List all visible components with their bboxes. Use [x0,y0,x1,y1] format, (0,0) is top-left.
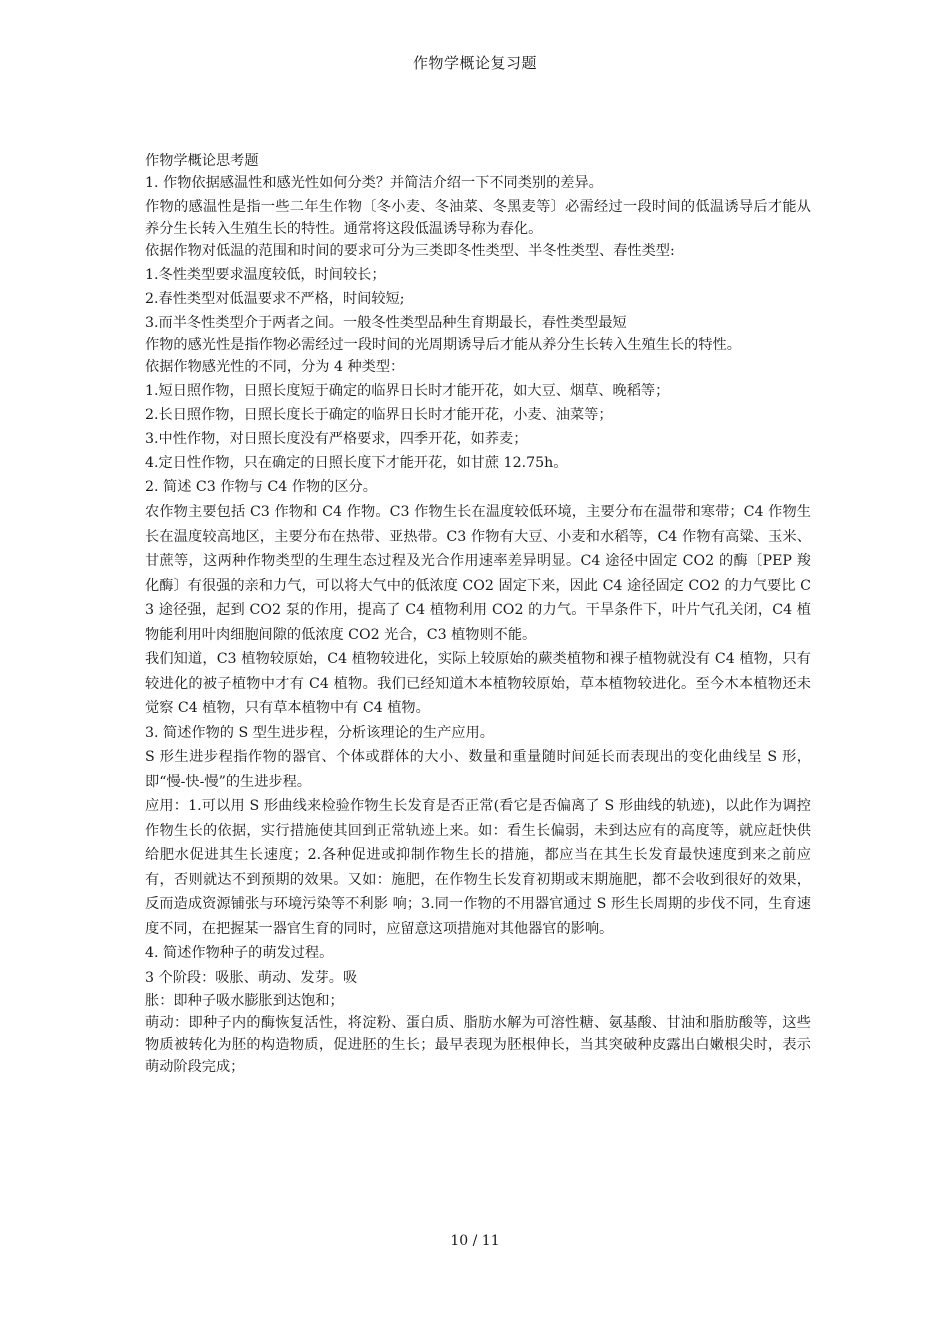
question-1: 1. 作物依据感温性和感光性如何分类？并简洁介绍一下不同类别的差异。 [145,175,603,191]
question-3: 3. 简述作物的 S 型生进步程，分析该理论的生产应用。 [145,724,494,741]
list-item: 3.而半冬性类型介于两者之间。一般冬性类型品种生育期最长，春性类型最短 [145,315,627,331]
page-title: 作物学概论复习题 [412,54,537,72]
list-item: 2.春性类型对低温要求不严格，时间较短; [145,291,405,307]
paragraph: 胀：即种子吸水膨胀到达饱和； [145,993,344,1009]
list-item: 2.长日照作物，日照长度长于确定的临界日长时才能开花，小麦、油菜等； [145,407,613,423]
paragraph: 萌动：即种子内的酶恢复活性，将淀粉、蛋白质、脂肪水解为可溶性糖、氨基酸、甘油和脂肪酸等，这些物质被转化为胚的构造物质，促进胚的生长；最早表现为胚根伸长，当其突破种皮露出白嫩根尖时，表示萌动阶段完成； [145,1015,811,1075]
question-4: 4. 简述作物种子的萌发过程。 [145,945,334,961]
section-title: 作物学概论思考题 [145,153,259,169]
paragraph: 作物的感光性是指作物必需经过一段时间的光周期诱导后才能从养分生长转入生殖生长的特性。 [145,337,741,353]
list-item: 1.冬性类型要求温度较低，时间较长； [145,267,386,283]
page-number: 10 / 11 [450,1233,500,1249]
paragraph: 作物的感温性是指一些二年生作物〔冬小麦、冬油菜、冬黑麦等〕必需经过一段时间的低温诱导后才能从养分生长转入生殖生长的特性。通常将这段低温诱导称为春化。 [145,199,811,237]
paragraph: 我们知道，C3 植物较原始，C4 植物较进化，实际上较原始的蕨类植物和裸子植物就没有 C4 植物，只有较进化的被子植物中才有 C4 植物。我们已经知道木本植物较原始，草本植物较进化。至今木本植物还未觉察 C4 植物，只有草本植物中有 C4 植物。 [145,651,811,716]
document-body [145,150,811,1078]
paragraph: 应用：1.可以用 S 形曲线来检验作物生长发育是否正常(看它是否偏离了 S 形曲线的轨迹)，以此作为调控作物生长的依据，实行措施使其回到正常轨迹上来。如：看生长偏弱，未到达应有的高度等，就应赶快供给肥水促进其生长速度；2.各种促进或抑制作物生长的措施，都应当在其生长发育最快速度到来之前应有，否则就达不到预期的效果。又如：施肥，在作物生长发育初期或末期施肥，都不会收到很好的效果，反而造成资源铺张与环境污染等不利影 响；3.同一作物的不用器官通过 S 形生长周期的步伐不同，生育速度不同，在把握某一器官生育的同时，应留意这项措施对其他器官的影响。 [145,798,811,937]
list-item: 1.短日照作物，日照长度短于确定的临界日长时才能开花，如大豆、烟草、晚稻等； [145,383,670,399]
question-2: 2. 简述 C3 作物与 C4 作物的区分。 [145,479,377,495]
paragraph: 3 个阶段：吸胀、萌动、发芽。吸 [145,969,358,986]
paragraph: 依据作物对低温的范围和时间的要求可分为三类即冬性类型、半冬性类型、春性类型: [145,243,675,259]
paragraph: 依据作物感光性的不同，分为 4 种类型： [145,359,405,375]
list-item: 4.定日性作物，只在确定的日照长度下才能开花，如甘蔗 12.75h。 [145,455,568,471]
paragraph: 农作物主要包括 C3 作物和 C4 作物。C3 作物生长在温度较低环境，主要分布在温带和寒带；C4 作物生长在温度较高地区，主要分布在热带、亚热带。C3 作物有大豆、小麦和水稻等，C4 作物有高粱、玉米、甘蔗等，这两种作物类型的生理生态过程及光合作用速率差异明显。C4 途径中固定 CO2 的酶〔PEP 羧化酶〕有很强的亲和力气，可以将大气中的低浓度 CO2 固定下来，因此 C4 途径固定 CO2 的力气要比 C3 途径强，起到 CO2 泵的作用，提高了 C4 植物利用 CO2 的力气。干旱条件下，叶片气孔关闭，C4 植物能利用叶肉细胞间隙的低浓度 CO2 光合，C3 植物则不能。 [145,504,811,643]
list-item: 3.中性作物，对日照长度没有严格要求，四季开花，如荞麦； [145,431,528,447]
paragraph: S 形生进步程指作物的器官、个体或群体的大小、数量和重量随时间延长而表现出的变化曲线呈 S 形，即“慢-快-慢”的生进步程。 [145,749,811,790]
